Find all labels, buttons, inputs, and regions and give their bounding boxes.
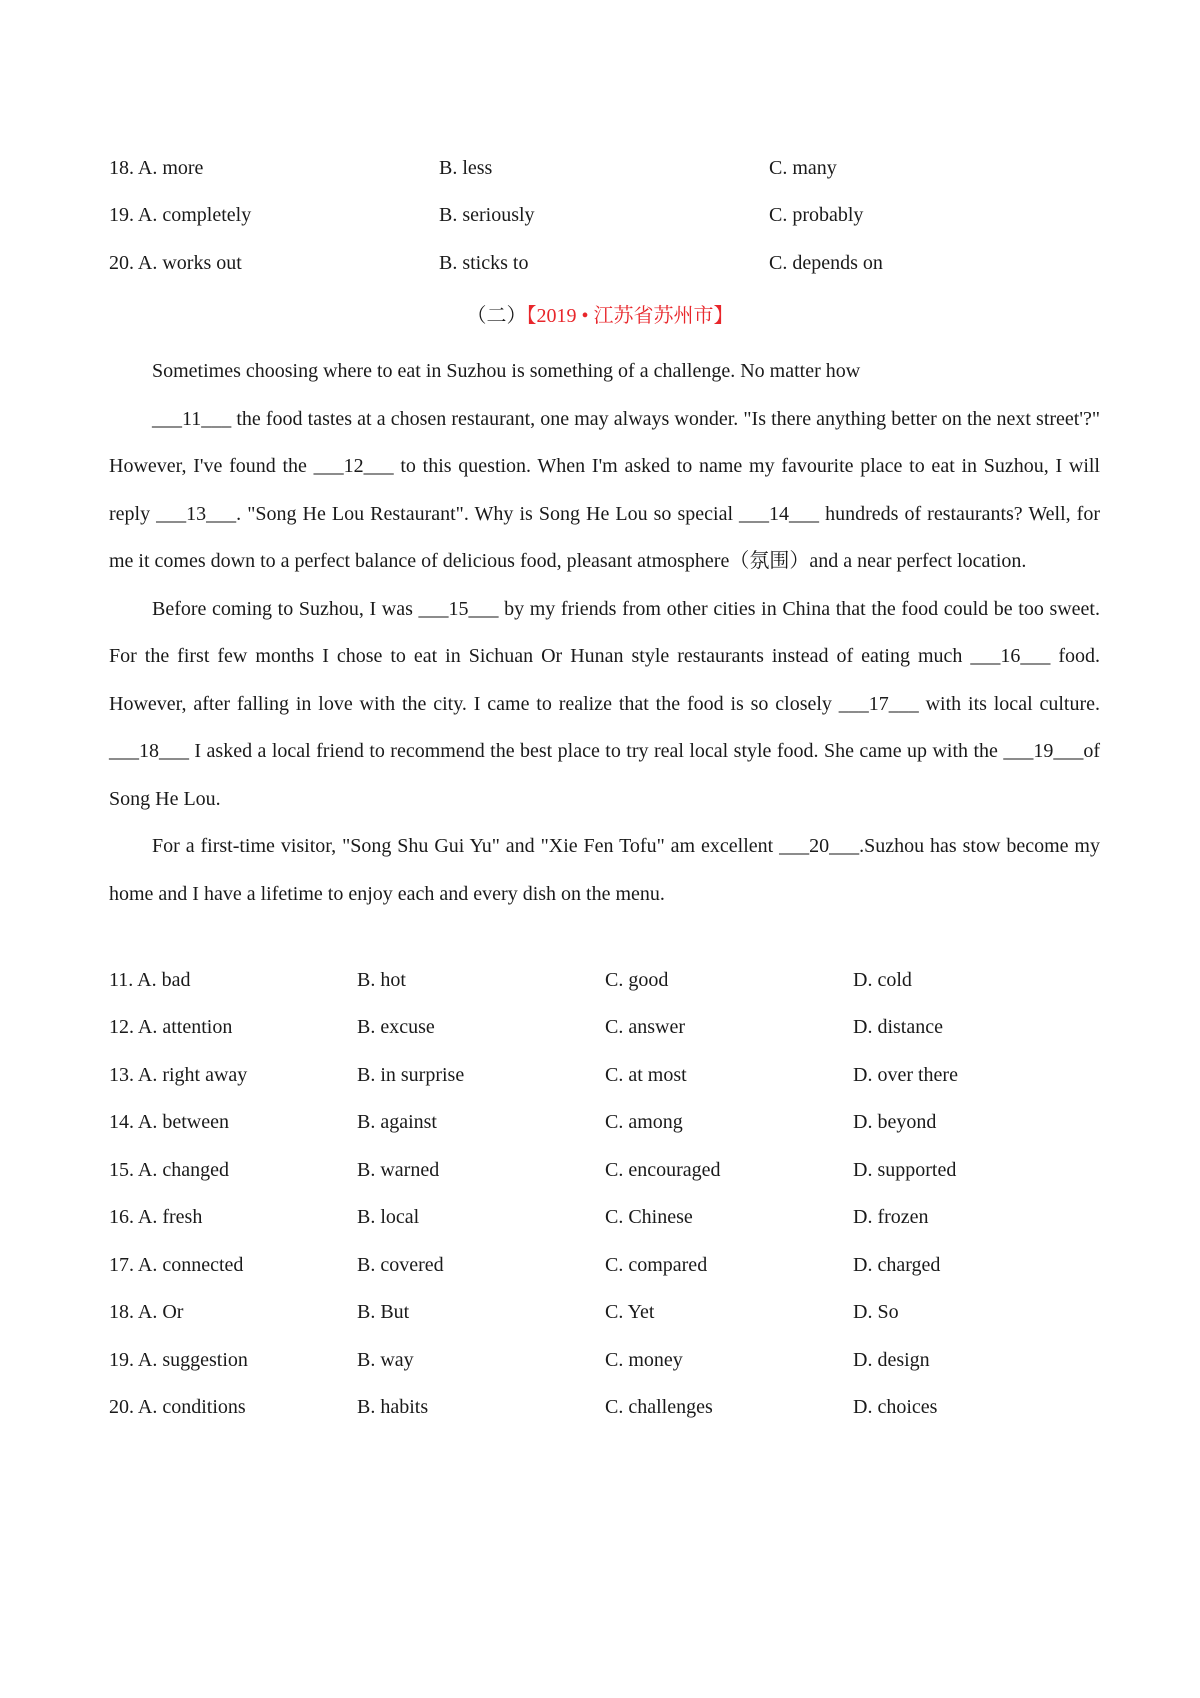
option-b: B. against: [357, 1111, 437, 1133]
option-d: D. So: [853, 1301, 899, 1323]
option-d: D. distance: [853, 1016, 943, 1038]
option-row: [109, 1345, 1099, 1375]
cloze-passage: [109, 348, 1100, 918]
option-c: C. Chinese: [605, 1206, 693, 1228]
option-a: 20. A. conditions: [109, 1396, 246, 1418]
option-b: B. warned: [357, 1159, 440, 1181]
section-label: （二）: [466, 305, 527, 327]
option-a: 18. A. more: [109, 157, 204, 179]
option-c: C. probably: [769, 204, 864, 226]
option-c: C. at most: [605, 1064, 687, 1086]
option-a: 14. A. between: [109, 1111, 229, 1133]
option-a: 11. A. bad: [109, 969, 191, 991]
option-row: [109, 1012, 1099, 1042]
option-b: B. habits: [357, 1396, 429, 1418]
option-c: C. answer: [605, 1016, 685, 1038]
option-d: D. beyond: [853, 1111, 937, 1133]
option-c: C. encouraged: [605, 1159, 721, 1181]
option-c: C. depends on: [769, 252, 883, 274]
option-b: B. local: [357, 1206, 420, 1228]
option-row: [109, 200, 1099, 230]
option-a: 19. A. completely: [109, 204, 252, 226]
option-row: [109, 1155, 1099, 1185]
option-a: 20. A. works out: [109, 252, 242, 274]
option-b: B. way: [357, 1349, 414, 1371]
option-a: 13. A. right away: [109, 1064, 248, 1086]
option-d: D. charged: [853, 1254, 941, 1276]
option-c: C. challenges: [605, 1396, 713, 1418]
option-c: C. good: [605, 969, 669, 991]
option-c: C. compared: [605, 1254, 708, 1276]
passage-paragraph-3: For a first-time visitor, "Song Shu Gui Yu" and "Xie Fen Tofu" am excellent ___20___.Suzhou has stow become my home and I have a lifetime to enjoy each and every dish on the menu.: [109, 835, 1100, 905]
option-b: B. less: [439, 157, 493, 179]
option-row: [109, 1297, 1099, 1327]
option-d: D. cold: [853, 969, 912, 991]
option-b: B. seriously: [439, 204, 535, 226]
option-d: D. choices: [853, 1396, 938, 1418]
option-a: 17. A. connected: [109, 1254, 244, 1276]
option-row: [109, 248, 1099, 278]
option-a: 12. A. attention: [109, 1016, 233, 1038]
option-a: 19. A. suggestion: [109, 1349, 248, 1371]
option-c: C. money: [605, 1349, 683, 1371]
option-b: B. in surprise: [357, 1064, 465, 1086]
option-row: [109, 1392, 1099, 1422]
option-row: [109, 1250, 1099, 1280]
passage-paragraph-1: ___11___ the food tastes at a chosen restaurant, one may always wonder. "Is there anything better on the next street'?" However, I've found the ___12___ to this question. When I'm asked to name my favourite place to eat in Suzhou, I will reply ___13___. "Song He Lou Restaurant". Why is Song He Lou so special ___14___ hundreds of restaurants? Well, for me it comes down to a perfect balance of delicious food, pleasant atmosphere（氛围）and a near perfect location.: [109, 407, 1100, 572]
option-b: B. covered: [357, 1254, 444, 1276]
option-a: 18. A. Or: [109, 1301, 184, 1323]
option-row: [109, 153, 1099, 183]
option-row: [109, 1202, 1099, 1232]
option-b: B. But: [357, 1301, 410, 1323]
option-c: C. Yet: [605, 1301, 655, 1323]
option-a: 15. A. changed: [109, 1159, 229, 1181]
option-row: [109, 965, 1099, 995]
passage-paragraph-2: Before coming to Suzhou, I was ___15___ by my friends from other cities in China that the food could be too sweet. For the first few months I chose to eat in Sichuan Or Hunan style restaurants instead of eating much ___16___ food. However, after falling in love with the city. I came to realize that the food is so closely ___17___ with its local culture. ___18___ I asked a local friend to recommend the best place to try real local style food. She came up with the ___19___of Song He Lou.: [109, 597, 1100, 810]
option-a: 16. A. fresh: [109, 1206, 203, 1228]
option-c: C. many: [769, 157, 837, 179]
section-source: 【2019 • 江苏省苏州市】: [526, 305, 734, 327]
option-d: D. supported: [853, 1159, 957, 1181]
option-b: B. excuse: [357, 1016, 435, 1038]
section-heading: [0, 300, 1200, 332]
passage-paragraph-1-line-1: Sometimes choosing where to eat in Suzhou is something of a challenge. No matter how: [152, 360, 861, 382]
option-b: B. hot: [357, 969, 406, 991]
option-d: D. design: [853, 1349, 930, 1371]
option-b: B. sticks to: [439, 252, 529, 274]
option-c: C. among: [605, 1111, 683, 1133]
option-row: [109, 1060, 1099, 1090]
option-d: D. over there: [853, 1064, 958, 1086]
option-d: D. frozen: [853, 1206, 929, 1228]
option-row: [109, 1107, 1099, 1137]
